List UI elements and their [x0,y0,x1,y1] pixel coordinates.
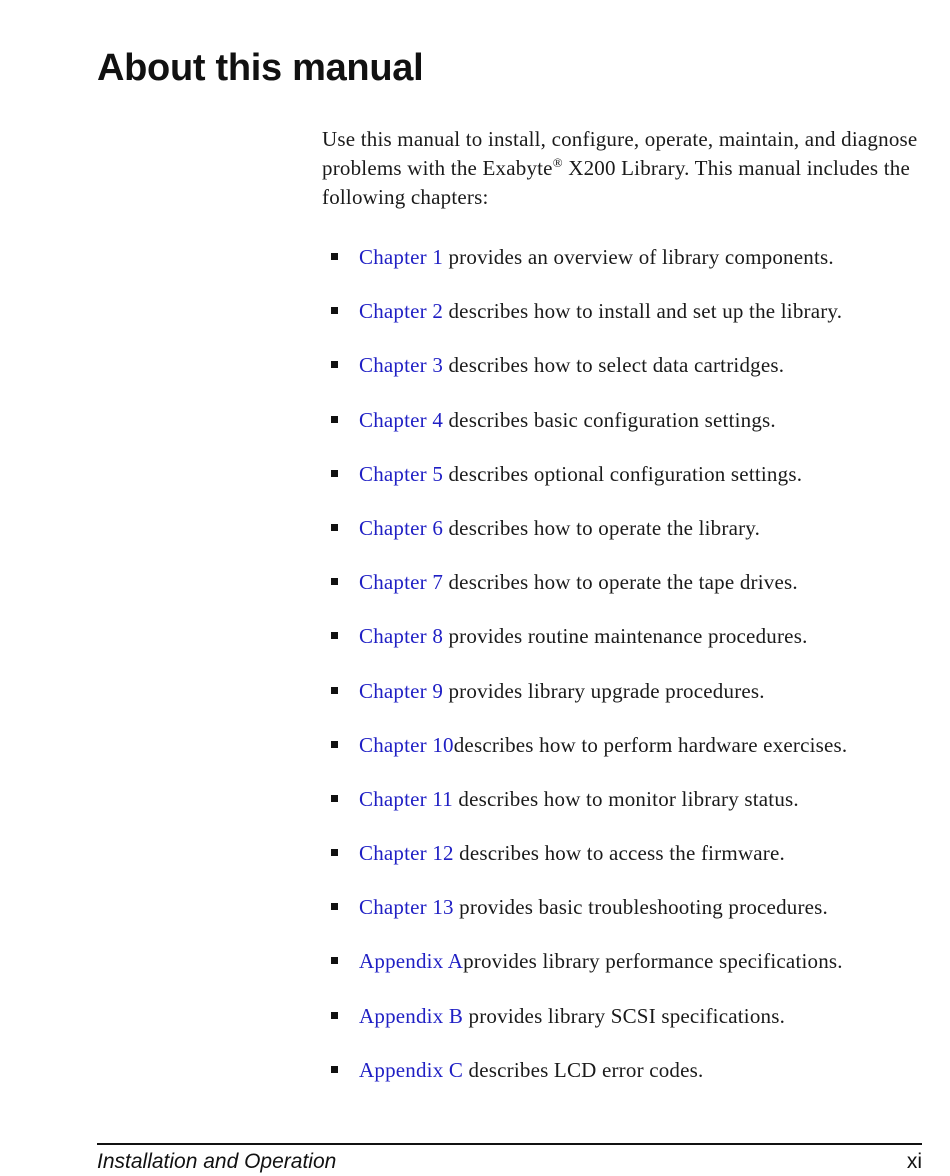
bullet-icon [331,849,338,856]
page-title: About this manual [97,47,424,89]
list-item [322,890,950,944]
list-item [322,294,950,348]
list-item [322,674,950,728]
chapter-7-link[interactable]: Chapter 7 [359,570,444,595]
list-item [322,565,950,619]
chapter-description: provides basic troubleshooting procedures. [453,895,828,920]
chapter-description: describes how to access the firmware. [453,841,785,866]
bullet-icon [331,1066,338,1073]
bullet-icon [331,578,338,585]
list-item [322,240,950,294]
bullet-icon [331,416,338,423]
list-item [322,836,950,890]
intro-text-start: Use this manual to install, configure, operate, maintain, and diagnose problems with the Exabyte [322,127,918,180]
intro-text-end: X200 Library. This manual includes the following chapters: [322,156,911,209]
chapter-description: describes how to install and set up the library. [443,299,843,324]
list-item [322,348,950,402]
list-item [322,782,950,836]
list-item [322,944,950,998]
intro-paragraph [322,125,932,212]
bullet-icon [331,470,338,477]
chapter-6-link[interactable]: Chapter 6 [359,515,444,540]
chapter-2-link[interactable]: Chapter 2 [359,299,444,324]
chapter-4-link[interactable]: Chapter 4 [359,407,444,432]
list-item [322,619,950,673]
appendix-a-link[interactable]: Appendix A [359,949,464,974]
bullet-icon [331,253,338,260]
chapter-5-link[interactable]: Chapter 5 [359,461,444,486]
chapter-description: describes how to operate the library. [443,515,761,540]
appendix-b-link[interactable]: Appendix B [359,1003,464,1028]
list-item [322,457,950,511]
footer-divider [97,1143,922,1145]
bullet-icon [331,741,338,748]
chapter-description: describes how to monitor library status. [452,786,799,811]
chapter-description: provides library performance specifications. [463,949,843,974]
chapter-description: provides an overview of library components. [443,245,834,269]
chapter-list [322,240,950,1107]
bullet-icon [331,903,338,910]
bullet-icon [331,1012,338,1019]
appendix-c-link[interactable]: Appendix C [359,1057,464,1082]
chapter-12-link[interactable]: Chapter 12 [359,841,454,866]
chapter-description: describes how to select data cartridges. [443,353,785,378]
chapter-1-link[interactable]: Chapter 1 [359,245,444,269]
chapter-3-link[interactable]: Chapter 3 [359,353,444,378]
chapter-10-link[interactable]: Chapter 10 [359,732,454,757]
bullet-icon [331,687,338,694]
chapter-8-link[interactable]: Chapter 8 [359,624,444,649]
chapter-description: describes how to operate the tape drives. [443,570,798,595]
chapter-description: provides library upgrade procedures. [443,678,765,703]
list-item [322,1053,950,1107]
bullet-icon [331,524,338,531]
list-item [322,511,950,565]
list-item [322,403,950,457]
list-item [322,728,950,782]
list-item [322,999,950,1053]
chapter-description: describes LCD error codes. [463,1057,704,1082]
bullet-icon [331,957,338,964]
chapter-description: describes basic configuration settings. [443,407,776,432]
page-number: xi [906,1150,922,1173]
chapter-description: describes how to perform hardware exercises. [453,732,848,757]
chapter-description: provides routine maintenance procedures. [443,624,808,649]
chapter-description: describes optional configuration settings. [443,461,803,486]
footer-manual-title: Installation and Operation [97,1150,337,1173]
chapter-9-link[interactable]: Chapter 9 [359,678,444,703]
bullet-icon [331,361,338,368]
bullet-icon [331,632,338,639]
chapter-11-link[interactable]: Chapter 11 [359,786,453,811]
bullet-icon [331,795,338,802]
chapter-13-link[interactable]: Chapter 13 [359,895,454,920]
registered-mark: ® [552,155,563,170]
bullet-icon [331,307,338,314]
chapter-description: provides library SCSI specifications. [463,1003,786,1028]
